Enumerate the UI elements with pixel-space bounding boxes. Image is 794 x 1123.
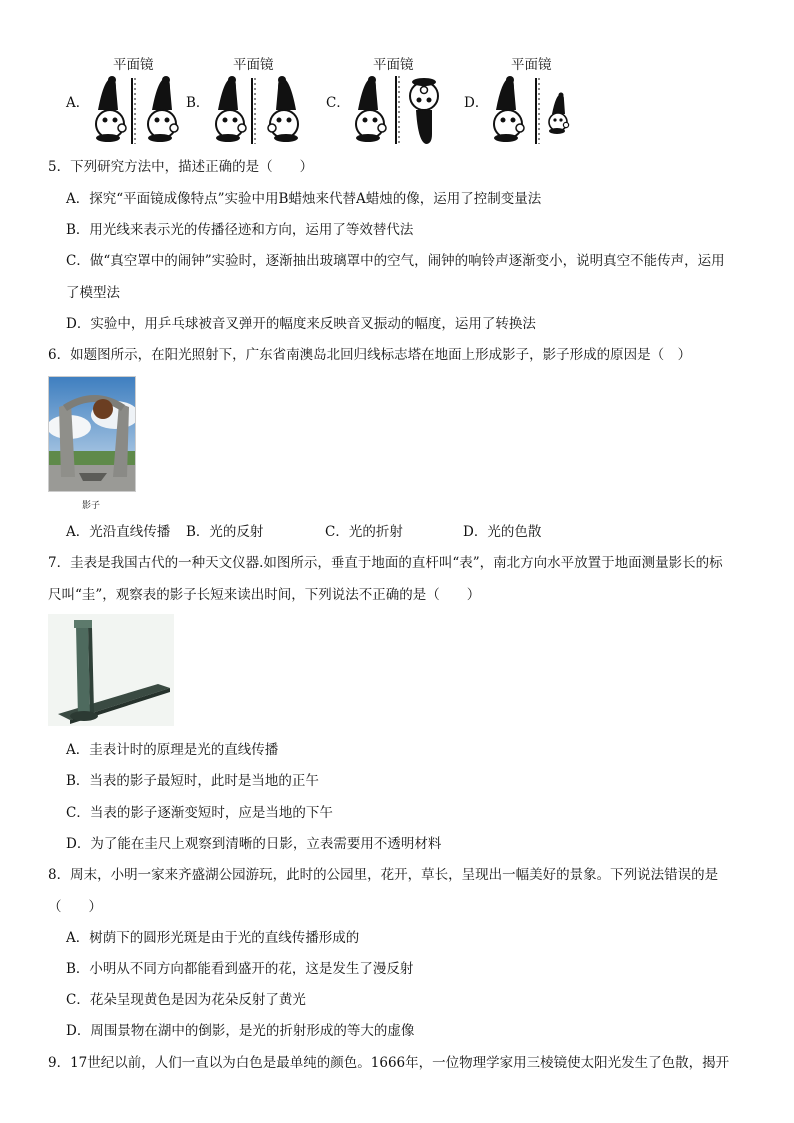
hat-figure-object	[216, 76, 246, 142]
q5-option-c: C．做“真空罩中的闹钟”实验时，逐渐抽出玻璃罩中的空气，闹钟的响铃声逐渐变小，说明真空不能传声，运用	[66, 253, 725, 269]
mirror-option-a	[60, 48, 190, 158]
q8-option-a: A．树荫下的圆形光斑是由于光的直线传播形成的	[66, 930, 360, 946]
q9-stem-line1: 9．17世纪以前，人们一直以为白色是最单纯的颜色。1666年，一位物理学家用三棱镜使太阳光发生了色散，揭开	[48, 1055, 730, 1071]
q6-option-b: B．光的反射	[186, 524, 264, 540]
mirror-drawing	[180, 48, 310, 158]
hat-figure-image-inverted	[410, 78, 438, 144]
option-letter: B．	[186, 95, 210, 111]
photo-caption: 影子	[82, 501, 101, 511]
mirror-line	[396, 76, 399, 144]
mirror-drawing	[60, 48, 190, 158]
q5-stem: 5．下列研究方法中，描述正确的是（ ）	[48, 159, 314, 175]
q5-option-a: A．探究“平面镜成像特点”实验中用B蜡烛来代替A蜡烛的像，运用了控制变量法	[66, 191, 542, 207]
tower-photo-drawing	[49, 377, 135, 491]
option-letter: A．	[66, 95, 90, 111]
q5-option-d: D．实验中，用乒乓球被音叉弹开的幅度来反映音叉振动的幅度，运用了转换法	[66, 316, 536, 332]
guibiao-photo	[48, 614, 174, 726]
guibiao-drawing	[48, 614, 174, 726]
q7-stem-line2: 尺叫“圭”，观察表的影子长短来读出时间，下列说法不正确的是（ ）	[48, 587, 481, 603]
q6-option-d: D．光的色散	[463, 524, 542, 540]
hat-figure-image	[148, 76, 178, 142]
q7-option-c: C．当表的影子逐渐变短时，应是当地的下午	[66, 805, 333, 821]
mirror-label: 平面镜	[511, 57, 552, 73]
q6-stem: 6．如题图所示，在阳光照射下，广东省南澳岛北回归线标志塔在地面上形成影子，影子形成的原因是（ ）	[48, 347, 692, 363]
mirror-label: 平面镜	[113, 57, 154, 73]
q6-option-a: A．光沿直线传播	[66, 524, 171, 540]
mirror-line	[132, 78, 135, 144]
q7-option-b: B．当表的影子最短时，此时是当地的正午	[66, 773, 319, 789]
mirror-line	[252, 78, 255, 144]
q8-option-b: B．小明从不同方向都能看到盛开的花，这是发生了漫反射	[66, 961, 414, 977]
q6-option-c: C．光的折射	[325, 524, 403, 540]
q5-option-b: B．用光线来表示光的传播径迹和方向，运用了等效替代法	[66, 222, 414, 238]
q7-option-a: A．圭表计时的原理是光的直线传播	[66, 742, 279, 758]
q7-stem-line1: 7．圭表是我国古代的一种天文仪器.如图所示，垂直于地面的直杆叫“表”，南北方向水平放置于地面测量影长的标	[48, 555, 723, 571]
hat-figure-object	[494, 76, 524, 142]
q8-stem-line1: 8．周末，小明一家来齐盛湖公园游玩，此时的公园里，花开，草长，呈现出一幅美好的景象。下列说法错误的是	[48, 867, 719, 883]
hat-figure-image-small	[549, 93, 569, 135]
q8-option-c: C．花朵呈现黄色是因为花朵反射了黄光	[66, 992, 306, 1008]
mirror-option-d	[458, 48, 588, 158]
option-letter: C．	[326, 95, 350, 111]
mirror-option-b	[180, 48, 310, 158]
q8-option-d: D．周围景物在湖中的倒影，是光的折射形成的等大的虚像	[66, 1023, 415, 1039]
mirror-drawing	[458, 48, 588, 158]
q8-stem-line2: （ ）	[48, 899, 102, 915]
q7-option-d: D．为了能在圭尺上观察到清晰的日影，立表需要用不透明材料	[66, 836, 442, 852]
mirror-option-c	[320, 48, 450, 158]
option-letter: D．	[464, 95, 489, 111]
mirror-label: 平面镜	[233, 57, 274, 73]
mirror-drawing	[320, 48, 450, 158]
q5-option-c-cont: 了模型法	[66, 285, 120, 301]
hat-figure-image	[268, 76, 298, 142]
tower-shadow-photo	[48, 376, 136, 492]
hat-figure-object	[356, 76, 386, 142]
mirror-label: 平面镜	[373, 57, 414, 73]
hat-figure-object	[96, 76, 126, 142]
mirror-line	[536, 78, 539, 144]
